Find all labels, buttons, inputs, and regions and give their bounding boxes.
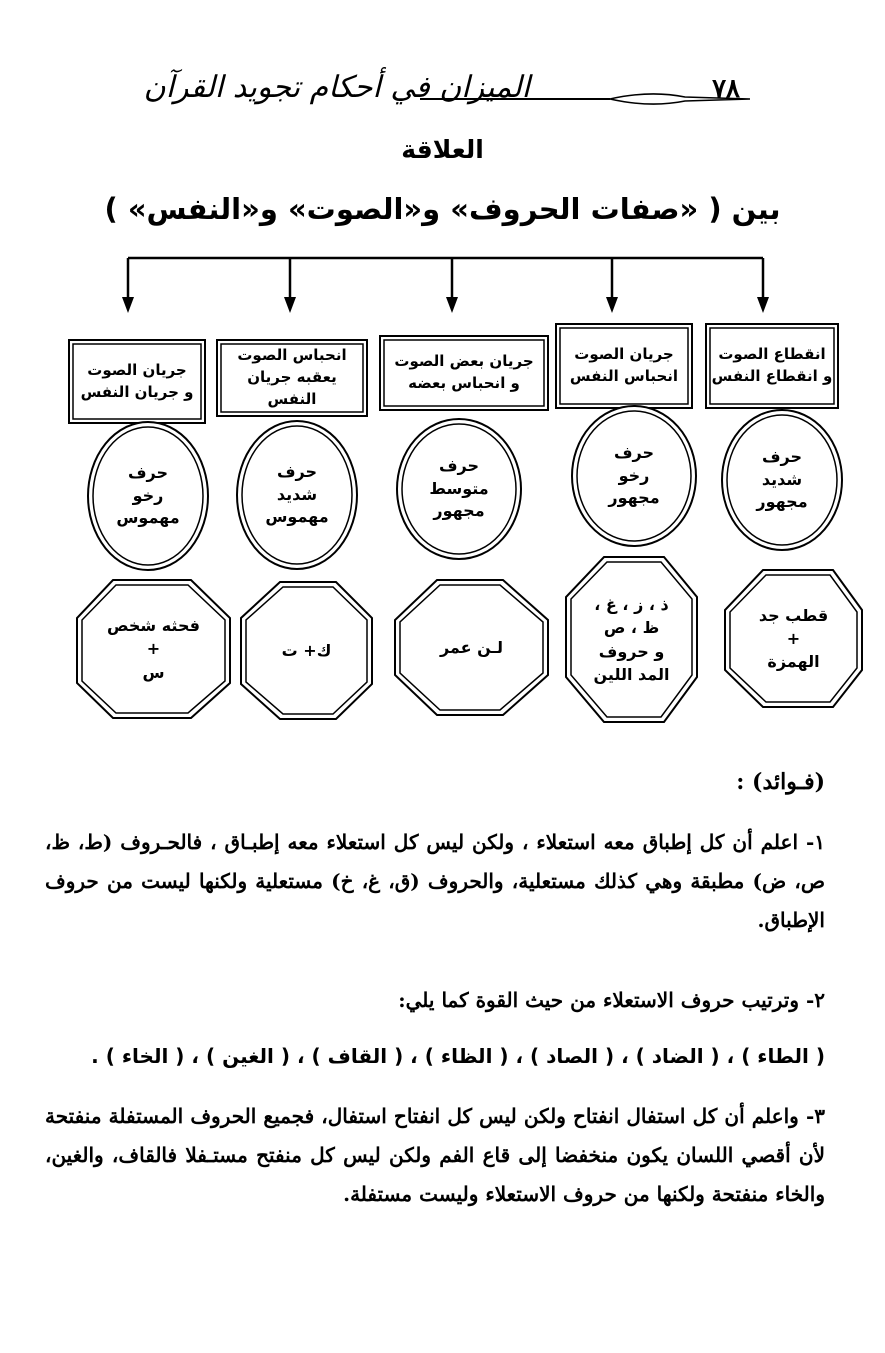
octagon-col2: ذ ، ز ، غ ، ظ ، ص و حروف المد اللين: [593, 595, 670, 684]
box-col4: انحباس الصوت يعقبه جريان النفس: [237, 346, 347, 408]
page-subtitle: بين ( «صفات الحروف» و«الصوت» و«النفس» ): [104, 192, 781, 226]
box-col3: جريان بعض الصوت و انحباس بعضه: [394, 352, 534, 392]
book-title: الميزان في أحكام تجويد القرآن: [143, 70, 530, 105]
octagon-col5: فحثه شخص + س: [107, 616, 200, 682]
circle-col2: حرف رخو مجهور: [608, 443, 660, 508]
benefit-paragraph-2: ٢- وترتيب حروف الاستعلاء من حيث القوة كما يلي:: [398, 988, 825, 1012]
benefit-paragraph-3: ( الطاء ) ، ( الضاد ) ، ( الصاد ) ، ( الظاء ) ، ( القاف ) ، ( الغين ) ، ( الخاء ) .: [91, 1044, 825, 1068]
octagon-col3: لـن عمر: [439, 637, 504, 657]
octagon-col1: قطب جد + الهمزة: [758, 605, 829, 672]
page-number: ٧٨: [712, 74, 740, 104]
benefit-paragraph-1: ١- اعلم أن كل إطباق معه استعلاء ، ولكن ليس كل استعلاء معه إطبـاق ، فالحـروف (ط، ظ، ص، ض) مطبقة وهي كذلك مستعلية، والحروف (ق، غ، خ) مستعلية ولكنها ليست من حروف الإطباق.: [45, 830, 825, 932]
arrow-heads: [122, 297, 769, 313]
connector-lines: [128, 258, 763, 300]
benefit-paragraph-4: ٣- واعلم أن كل استفال انفتاح ولكن ليس كل انفتاح استفال، فجميع الحروف المستفلة منفتحة لأن أقصي اللسان يكون منخفضا إلى قاع الفم ولكن ليس كل منفتح مستـفلا فالقاف، والغين، والخاء منفتحة ولكنها من حروف الاستعلاء وليست مستفلة.: [45, 1104, 825, 1206]
page-title: العلاقة: [401, 135, 484, 164]
box-col2: جريان الصوت انحباس النفس: [569, 345, 679, 385]
circle-col3: حرف متوسط مجهور: [429, 456, 489, 521]
benefits-heading: (فـوائد) :: [736, 769, 825, 795]
circle-col5: حرف رخو مهموس: [116, 463, 180, 528]
box-col5: جريان الصوت و جريان النفس: [80, 360, 194, 401]
circle-col4: حرف شديد مهموس: [265, 462, 329, 527]
octagon-col4: ك+ ت: [281, 640, 332, 660]
circle-col1: حرف شديد مجهور: [756, 447, 808, 512]
box-col1: انقطاع الصوت و انقطاع النفس: [711, 345, 833, 385]
